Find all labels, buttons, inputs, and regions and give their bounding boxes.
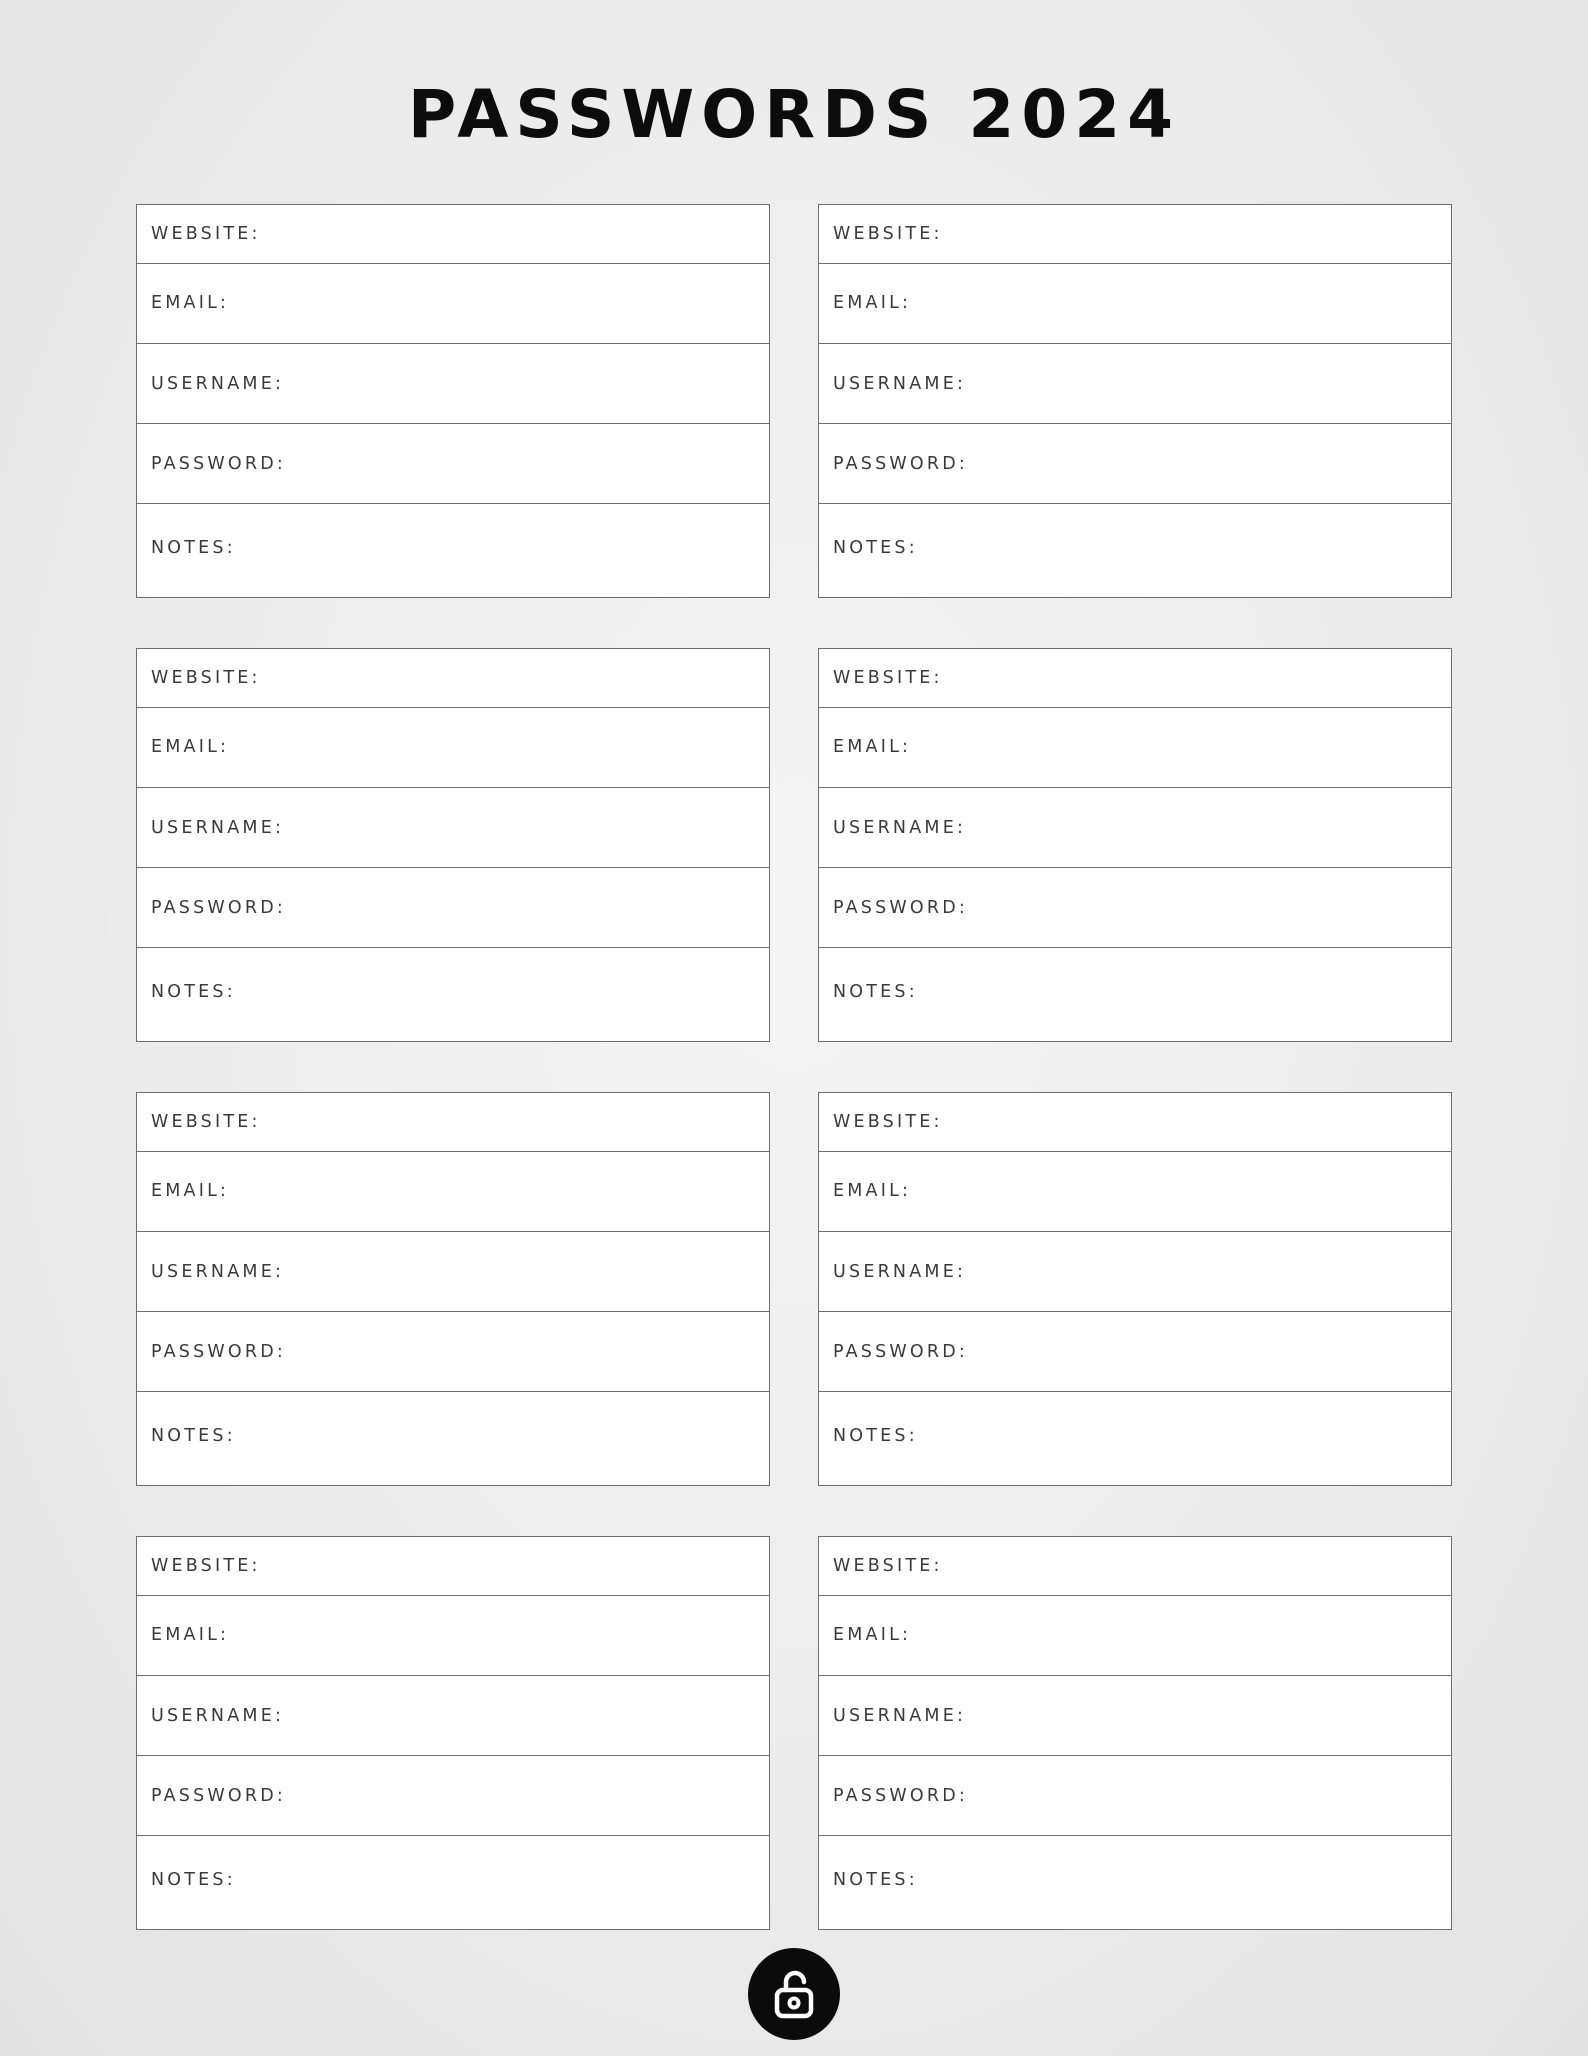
website-label: WEBSITE: (151, 668, 261, 688)
username-field[interactable] (819, 1676, 1451, 1756)
website-label: WEBSITE: (833, 224, 943, 244)
password-entry-card-3 (136, 648, 770, 1042)
password-field[interactable] (137, 1756, 769, 1836)
username-field[interactable] (819, 788, 1451, 868)
password-label: PASSWORD: (833, 1341, 969, 1362)
notes-label: NOTES: (151, 538, 236, 558)
password-field[interactable] (819, 424, 1451, 504)
password-label: PASSWORD: (151, 1785, 287, 1806)
website-field[interactable] (137, 1093, 769, 1152)
notes-label: NOTES: (151, 1870, 236, 1890)
password-entry-card-8 (818, 1536, 1452, 1930)
email-field[interactable] (819, 708, 1451, 788)
email-field[interactable] (819, 264, 1451, 344)
password-entry-card-4 (818, 648, 1452, 1042)
password-label: PASSWORD: (151, 897, 287, 918)
notes-field[interactable] (819, 1836, 1451, 1928)
username-label: USERNAME: (151, 1705, 285, 1726)
notes-label: NOTES: (833, 1870, 918, 1890)
email-field[interactable] (819, 1596, 1451, 1676)
website-label: WEBSITE: (833, 668, 943, 688)
notes-label: NOTES: (151, 1426, 236, 1446)
notes-label: NOTES: (833, 982, 918, 1002)
username-label: USERNAME: (151, 373, 285, 394)
website-field[interactable] (137, 649, 769, 708)
unlocked-padlock-icon (766, 1966, 822, 2022)
email-field[interactable] (819, 1152, 1451, 1232)
email-field[interactable] (137, 708, 769, 788)
email-label: EMAIL: (151, 1180, 230, 1201)
website-field[interactable] (819, 649, 1451, 708)
email-label: EMAIL: (833, 736, 912, 757)
username-label: USERNAME: (833, 817, 967, 838)
password-field[interactable] (137, 1312, 769, 1392)
website-field[interactable] (819, 1093, 1451, 1152)
website-label: WEBSITE: (833, 1112, 943, 1132)
username-label: USERNAME: (151, 1261, 285, 1282)
notes-label: NOTES: (151, 982, 236, 1002)
notes-field[interactable] (819, 504, 1451, 596)
password-field[interactable] (137, 868, 769, 948)
email-label: EMAIL: (833, 1180, 912, 1201)
website-field[interactable] (819, 1537, 1451, 1596)
password-field[interactable] (819, 1756, 1451, 1836)
website-label: WEBSITE: (151, 1556, 261, 1576)
website-label: WEBSITE: (151, 224, 261, 244)
footer-lock-badge (748, 1948, 840, 2040)
password-field[interactable] (137, 424, 769, 504)
username-field[interactable] (137, 1232, 769, 1312)
notes-field[interactable] (137, 948, 769, 1040)
email-label: EMAIL: (151, 292, 230, 313)
password-entry-card-1 (136, 204, 770, 598)
website-label: WEBSITE: (151, 1112, 261, 1132)
password-label: PASSWORD: (833, 1785, 969, 1806)
notes-label: NOTES: (833, 538, 918, 558)
username-label: USERNAME: (833, 373, 967, 394)
notes-label: NOTES: (833, 1426, 918, 1446)
email-label: EMAIL: (833, 292, 912, 313)
notes-field[interactable] (137, 504, 769, 596)
username-field[interactable] (137, 788, 769, 868)
email-label: EMAIL: (151, 736, 230, 757)
email-field[interactable] (137, 264, 769, 344)
password-label: PASSWORD: (833, 897, 969, 918)
website-field[interactable] (137, 1537, 769, 1596)
username-field[interactable] (819, 344, 1451, 424)
website-field[interactable] (137, 205, 769, 264)
notes-field[interactable] (819, 1392, 1451, 1484)
username-label: USERNAME: (833, 1261, 967, 1282)
password-label: PASSWORD: (151, 453, 287, 474)
password-entry-card-7 (136, 1536, 770, 1930)
notes-field[interactable] (819, 948, 1451, 1040)
notes-field[interactable] (137, 1836, 769, 1928)
page-title: PASSWORDS 2024 (407, 76, 1181, 153)
notes-field[interactable] (137, 1392, 769, 1484)
password-entry-card-6 (818, 1092, 1452, 1486)
password-field[interactable] (819, 868, 1451, 948)
password-field[interactable] (819, 1312, 1451, 1392)
password-label: PASSWORD: (151, 1341, 287, 1362)
username-field[interactable] (137, 344, 769, 424)
email-field[interactable] (137, 1152, 769, 1232)
username-label: USERNAME: (833, 1705, 967, 1726)
website-field[interactable] (819, 205, 1451, 264)
username-field[interactable] (137, 1676, 769, 1756)
email-field[interactable] (137, 1596, 769, 1676)
password-entry-card-2 (818, 204, 1452, 598)
website-label: WEBSITE: (833, 1556, 943, 1576)
username-field[interactable] (819, 1232, 1451, 1312)
email-label: EMAIL: (833, 1624, 912, 1645)
password-entry-card-5 (136, 1092, 770, 1486)
email-label: EMAIL: (151, 1624, 230, 1645)
password-label: PASSWORD: (833, 453, 969, 474)
username-label: USERNAME: (151, 817, 285, 838)
